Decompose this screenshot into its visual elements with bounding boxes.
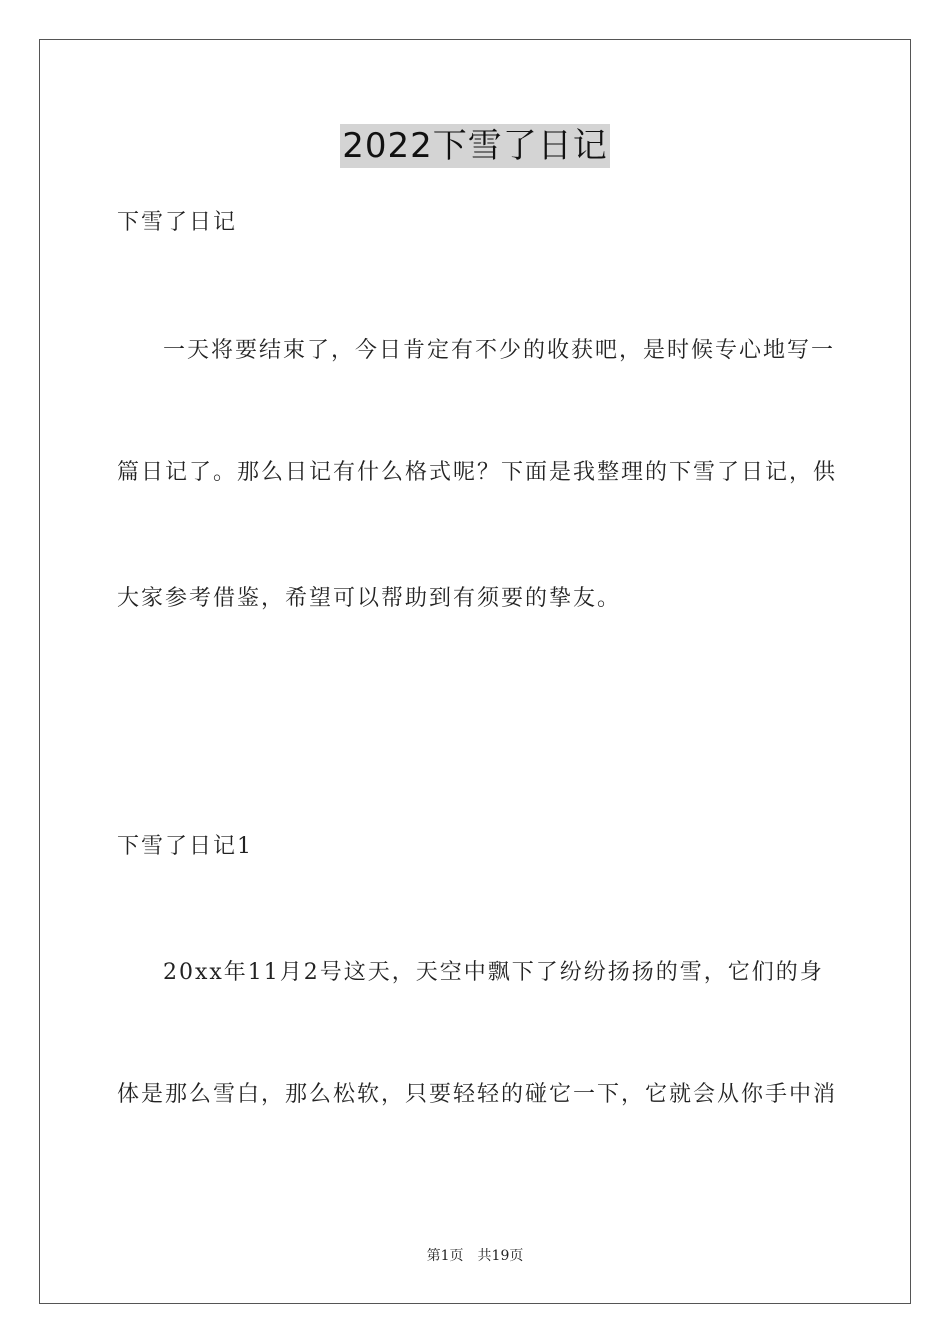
paragraph-line: 体是那么雪白，那么松软，只要轻轻的碰它一下，它就会从你手中消	[117, 1082, 838, 1107]
page-number: 第1页	[426, 1248, 464, 1264]
section-heading: 下雪了日记1	[117, 834, 253, 859]
title-container	[0, 124, 950, 168]
page-total: 共19页	[477, 1248, 524, 1264]
document-title: 2022下雪了日记	[342, 126, 608, 166]
paragraph-line: 一天将要结束了，今日肯定有不少的收获吧，是时候专心地写一	[163, 338, 836, 363]
paragraph-line: 篇日记了。那么日记有什么格式呢？下面是我整理的下雪了日记，供	[117, 460, 838, 485]
paragraph-line: 20xx年11月2号这天，天空中飘下了纷纷扬扬的雪，它们的身	[163, 960, 824, 985]
paragraph-line: 大家参考借鉴，希望可以帮助到有须要的挚友。	[117, 586, 622, 611]
page-footer	[0, 1246, 950, 1266]
section-heading: 下雪了日记	[117, 210, 238, 235]
